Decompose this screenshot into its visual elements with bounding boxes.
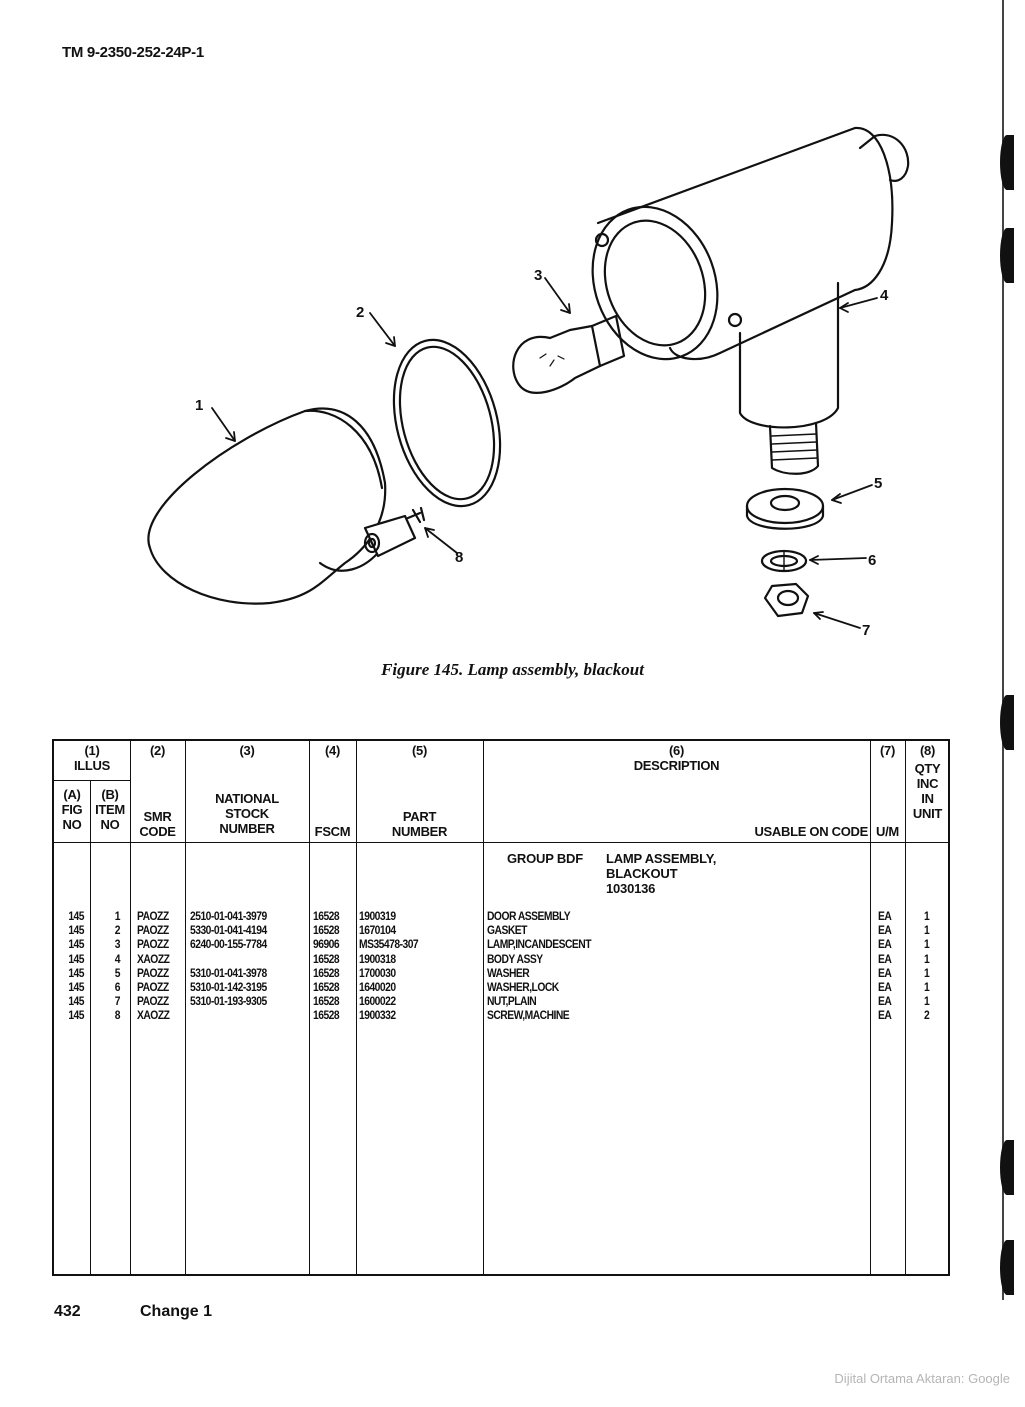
hdr-um: U/M bbox=[876, 824, 899, 839]
lamp-assembly-illustration bbox=[120, 108, 930, 648]
cell-desc: BODY ASSY bbox=[487, 951, 543, 966]
hdr-qty-num: (8) bbox=[920, 743, 935, 758]
cell-desc: NUT,PLAIN bbox=[487, 994, 537, 1009]
cell-qty: 1 bbox=[924, 909, 930, 923]
cell-qty: 1 bbox=[924, 923, 930, 938]
cell-nsn: 2510-01-041-3979 bbox=[190, 909, 267, 923]
cell-item: 4 bbox=[114, 951, 120, 966]
hdr-desc bbox=[483, 743, 870, 773]
hdr-item-num: (B) bbox=[101, 787, 119, 802]
callout-7: 7 bbox=[862, 622, 871, 639]
cell-qty: 1 bbox=[924, 980, 930, 994]
hdr-qty bbox=[905, 743, 950, 821]
cell-smr: PAOZZ bbox=[137, 923, 169, 938]
cell-fig: 145 bbox=[68, 1008, 84, 1023]
screw-part bbox=[408, 508, 424, 522]
leader-arrows bbox=[212, 278, 877, 628]
cell-desc: WASHER bbox=[487, 965, 530, 980]
group-desc-l2: BLACKOUT bbox=[606, 866, 678, 881]
cell-nsn: 5310-01-041-3978 bbox=[190, 965, 267, 980]
binder-hole-mark bbox=[1000, 695, 1014, 750]
cell-part: 1600022 bbox=[359, 994, 396, 1009]
hdr-fig-l2: NO bbox=[62, 817, 82, 832]
cell-item: 2 bbox=[114, 923, 120, 938]
cell-fig: 145 bbox=[68, 937, 84, 952]
hdr-qty-l3: IN bbox=[921, 791, 934, 806]
cell-part: 1700030 bbox=[359, 965, 396, 980]
hdr-nsn-l1: NATIONAL bbox=[215, 791, 279, 806]
cell-desc: WASHER,LOCK bbox=[487, 980, 559, 994]
col-divider bbox=[870, 741, 871, 1274]
cell-fig: 145 bbox=[68, 994, 84, 1009]
hdr-item-l2: NO bbox=[100, 817, 120, 832]
cell-part: 1900318 bbox=[359, 951, 396, 966]
group-desc-l3: 1030136 bbox=[606, 881, 656, 896]
hdr-nsn-l2: STOCK bbox=[225, 806, 269, 821]
cell-um: EA bbox=[878, 951, 892, 966]
page-edge-rule bbox=[1002, 0, 1004, 1300]
cell-um: EA bbox=[878, 994, 892, 1009]
col-divider bbox=[309, 741, 310, 1274]
callout-8: 8 bbox=[455, 549, 464, 566]
cell-nsn: 6240-00-155-7784 bbox=[190, 937, 267, 952]
cell-desc: SCREW,MACHINE bbox=[487, 1008, 570, 1023]
cell-um: EA bbox=[878, 965, 892, 980]
cell-fscm: 16528 bbox=[313, 965, 340, 980]
hdr-qty-l4: UNIT bbox=[912, 806, 943, 821]
cell-qty: 1 bbox=[924, 951, 930, 966]
cell-item: 8 bbox=[114, 1008, 120, 1023]
hdr-smr bbox=[130, 809, 185, 839]
cell-fig: 145 bbox=[68, 923, 84, 938]
cell-smr: XAOZZ bbox=[137, 951, 170, 966]
change-number: Change 1 bbox=[140, 1303, 213, 1320]
callout-4: 4 bbox=[880, 287, 889, 304]
hdr-fscm-num: (4) bbox=[325, 743, 340, 758]
cell-um: EA bbox=[878, 980, 892, 994]
cell-fig: 145 bbox=[68, 909, 84, 923]
cell-smr: PAOZZ bbox=[137, 994, 169, 1009]
cell-item: 5 bbox=[114, 965, 120, 980]
washer-part bbox=[747, 489, 823, 529]
binder-hole-mark bbox=[1000, 1140, 1014, 1195]
cell-fscm: 16528 bbox=[313, 994, 340, 1009]
tm-number: TM 9-2350-252-24P-1 bbox=[62, 44, 204, 61]
col-divider bbox=[483, 741, 484, 1274]
lock-washer-part bbox=[762, 551, 806, 571]
cell-fscm: 16528 bbox=[313, 909, 340, 923]
cell-smr: PAOZZ bbox=[137, 965, 169, 980]
cell-desc: DOOR ASSEMBLY bbox=[487, 909, 571, 923]
callout-3: 3 bbox=[534, 267, 543, 284]
hdr-part-l1: PART bbox=[402, 809, 437, 824]
repair-parts-table bbox=[52, 739, 950, 1276]
cell-um: EA bbox=[878, 923, 892, 938]
binder-hole-mark bbox=[1000, 135, 1014, 190]
cell-fscm: 96906 bbox=[313, 937, 340, 952]
lamp-bulb-part bbox=[513, 316, 624, 393]
hdr-fig bbox=[54, 787, 90, 832]
cell-desc: LAMP,INCANDESCENT bbox=[487, 937, 591, 952]
hdr-fscm: FSCM bbox=[314, 824, 351, 839]
hdr-desc-num: (6) bbox=[669, 743, 684, 758]
cell-fig: 145 bbox=[68, 951, 84, 966]
cell-qty: 1 bbox=[924, 937, 930, 952]
cell-part: 1670104 bbox=[359, 923, 396, 938]
cell-um: EA bbox=[878, 1008, 892, 1023]
col-divider bbox=[90, 780, 91, 1274]
cell-um: EA bbox=[878, 937, 892, 952]
group-desc-l1: LAMP ASSEMBLY, bbox=[606, 851, 717, 866]
callout-5: 5 bbox=[874, 475, 883, 492]
cell-item: 3 bbox=[114, 937, 120, 952]
nut-part bbox=[765, 584, 808, 616]
hdr-um-num: (7) bbox=[880, 743, 895, 758]
cell-smr: PAOZZ bbox=[137, 980, 169, 994]
body-assembly-part bbox=[572, 128, 908, 474]
gasket-part bbox=[377, 328, 518, 518]
hdr-smr-l2: CODE bbox=[139, 824, 176, 839]
cell-smr: XAOZZ bbox=[137, 1008, 170, 1023]
hdr-illus-num: (1) bbox=[84, 743, 100, 758]
door-assembly-part bbox=[148, 409, 424, 604]
cell-fscm: 16528 bbox=[313, 923, 340, 938]
hdr-desc-title: DESCRIPTION bbox=[633, 758, 720, 773]
cell-nsn: 5310-01-142-3195 bbox=[190, 980, 267, 994]
cell-fig: 145 bbox=[68, 965, 84, 980]
hdr-nsn bbox=[185, 791, 309, 836]
hdr-illus-title: ILLUS bbox=[73, 758, 111, 773]
illus-subrule bbox=[54, 780, 130, 781]
hdr-part-l2: NUMBER bbox=[391, 824, 448, 839]
cell-item: 7 bbox=[114, 994, 120, 1009]
group-desc bbox=[606, 851, 716, 896]
cell-nsn: 5310-01-193-9305 bbox=[190, 994, 267, 1009]
cell-qty: 1 bbox=[924, 965, 930, 980]
cell-part: MS35478-307 bbox=[359, 937, 419, 952]
hdr-part bbox=[356, 809, 483, 839]
binder-hole-mark bbox=[1000, 1240, 1014, 1295]
cell-smr: PAOZZ bbox=[137, 909, 169, 923]
cell-part: 1900332 bbox=[359, 1008, 396, 1023]
hdr-smr-l1: SMR bbox=[143, 809, 172, 824]
hdr-illus bbox=[54, 743, 130, 773]
cell-qty: 1 bbox=[924, 994, 930, 1009]
cell-part: 1900319 bbox=[359, 909, 396, 923]
hdr-item bbox=[90, 787, 130, 832]
callout-2: 2 bbox=[356, 304, 365, 321]
callout-1: 1 bbox=[195, 397, 204, 414]
hdr-nsn-num: (3) bbox=[239, 743, 255, 758]
hdr-fig-num: (A) bbox=[63, 787, 81, 802]
cell-fscm: 16528 bbox=[313, 980, 340, 994]
group-label: GROUP BDF bbox=[507, 851, 583, 866]
hdr-usable-on: USABLE ON CODE bbox=[754, 824, 868, 839]
cell-fscm: 16528 bbox=[313, 951, 340, 966]
figure-caption: Figure 145. Lamp assembly, blackout bbox=[381, 660, 644, 679]
callout-6: 6 bbox=[868, 552, 877, 569]
cell-fscm: 16528 bbox=[313, 1008, 340, 1023]
hdr-smr-num: (2) bbox=[150, 743, 165, 758]
binder-hole-mark bbox=[1000, 228, 1014, 283]
cell-part: 1640020 bbox=[359, 980, 396, 994]
hdr-qty-l1: QTY bbox=[914, 761, 941, 776]
hdr-nsn-l3: NUMBER bbox=[219, 821, 275, 836]
header-bottom-rule bbox=[54, 842, 948, 843]
cell-smr: PAOZZ bbox=[137, 937, 169, 952]
hdr-item-l1: ITEM bbox=[95, 802, 125, 817]
cell-qty: 2 bbox=[924, 1008, 930, 1023]
page-number: 432 bbox=[54, 1303, 81, 1320]
hdr-part-num: (5) bbox=[412, 743, 427, 758]
cell-desc: GASKET bbox=[487, 923, 527, 938]
hdr-fig-l1: FIG bbox=[61, 802, 83, 817]
cell-item: 1 bbox=[114, 909, 120, 923]
hdr-qty-l2: INC bbox=[916, 776, 939, 791]
cell-fig: 145 bbox=[68, 980, 84, 994]
digitization-watermark: Dijital Ortama Aktaran: Google bbox=[834, 1371, 1010, 1386]
cell-nsn: 5330-01-041-4194 bbox=[190, 923, 267, 938]
cell-um: EA bbox=[878, 909, 892, 923]
exploded-view-drawing bbox=[120, 108, 930, 648]
cell-item: 6 bbox=[114, 980, 120, 994]
